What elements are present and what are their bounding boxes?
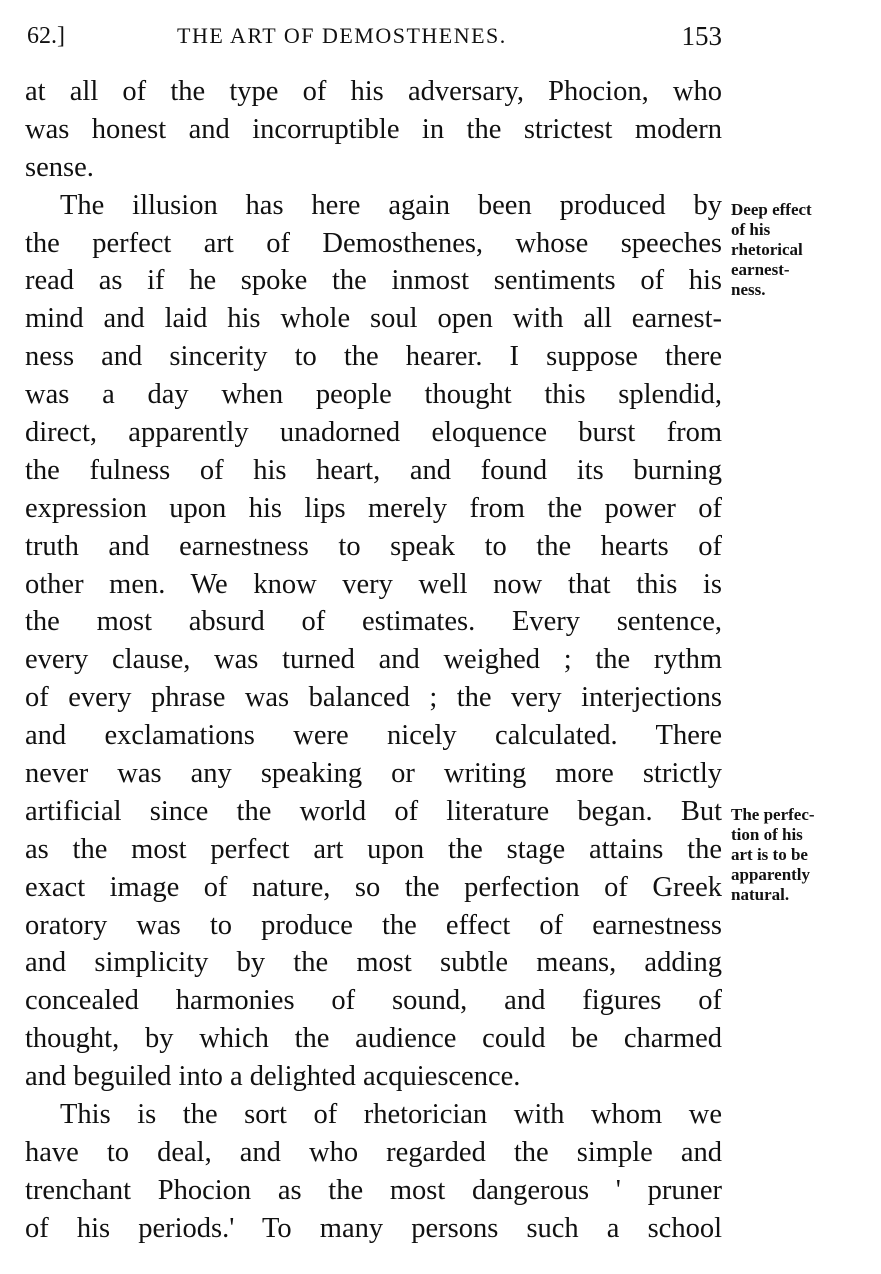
text-line: never was any speaking or writing more strictly: [25, 758, 722, 790]
text-line: expression upon his lips merely from the power of: [25, 492, 722, 524]
text-line: of every phrase was balanced ; the very interjections: [25, 682, 722, 714]
text-line: have to deal, and who regarded the simple and: [25, 1136, 722, 1168]
text-line: read as if he spoke the inmost sentiments of his: [25, 265, 722, 297]
text-line: other men. We know very well now that this is: [25, 568, 722, 600]
text-line: thought, by which the audience could be charmed: [25, 1023, 722, 1055]
text-line: This is the sort of rhetorician with whom we: [60, 1099, 722, 1131]
text-line: as the most perfect art upon the stage attains the: [25, 833, 722, 865]
margin-note-line: art is to be: [731, 845, 808, 864]
margin-note-line: apparently: [731, 865, 811, 884]
text-line: The illusion has here again been produced by: [60, 189, 722, 221]
running-header: [27, 18, 722, 54]
margin-note-line: of his: [731, 220, 771, 239]
margin-note-line: natural.: [731, 885, 790, 904]
margin-note-line: ness.: [731, 280, 766, 299]
text-line: direct, apparently unadorned eloquence burst from: [25, 417, 722, 449]
text-line: the most absurd of estimates. Every sentence,: [25, 606, 722, 638]
text-line: was a day when people thought this splendid,: [25, 379, 722, 411]
text-line: of his periods.' To many persons such a school: [25, 1212, 722, 1244]
text-line: ness and sincerity to the hearer. I suppose there: [25, 341, 722, 373]
text-line: the perfect art of Demosthenes, whose speeches: [25, 227, 722, 259]
text-line: and beguiled into a delighted acquiescence.: [25, 1061, 521, 1093]
text-line: mind and laid his whole soul open with all earnest-: [25, 303, 722, 335]
text-line: concealed harmonies of sound, and figures of: [25, 985, 722, 1017]
margin-note: [731, 805, 849, 905]
running-title: THE ART OF DEMOSTHENES.: [177, 23, 507, 48]
text-line: trenchant Phocion as the most dangerous ' pruner: [25, 1174, 722, 1206]
body-text: [25, 73, 722, 1248]
text-line: exact image of nature, so the perfection of Greek: [25, 871, 722, 903]
margin-note-line: earnest-: [731, 260, 790, 279]
margin-note-line: Deep effect: [731, 200, 812, 219]
text-line: and exclamations were nicely calculated. There: [25, 720, 722, 752]
text-line: at all of the type of his adversary, Phocion, who: [25, 76, 722, 107]
text-line: artificial since the world of literature began. But: [25, 795, 722, 827]
text-line: was honest and incorruptible in the strictest modern: [25, 113, 722, 145]
margin-note-line: tion of his: [731, 825, 803, 844]
margin-note-line: The perfec-: [731, 805, 815, 824]
text-line: oratory was to produce the effect of earnestness: [25, 909, 722, 941]
margin-note-line: rhetorical: [731, 240, 803, 259]
text-line: the fulness of his heart, and found its burning: [25, 454, 722, 486]
text-line: every clause, was turned and weighed ; the rythm: [25, 644, 722, 676]
margin-note: [731, 200, 849, 300]
text-line: truth and earnestness to speak to the hearts of: [25, 530, 722, 562]
page-number: 153: [681, 21, 722, 51]
text-line: and simplicity by the most subtle means, adding: [25, 947, 722, 979]
section-number: 62.]: [27, 23, 65, 49]
text-line: sense.: [25, 151, 94, 183]
